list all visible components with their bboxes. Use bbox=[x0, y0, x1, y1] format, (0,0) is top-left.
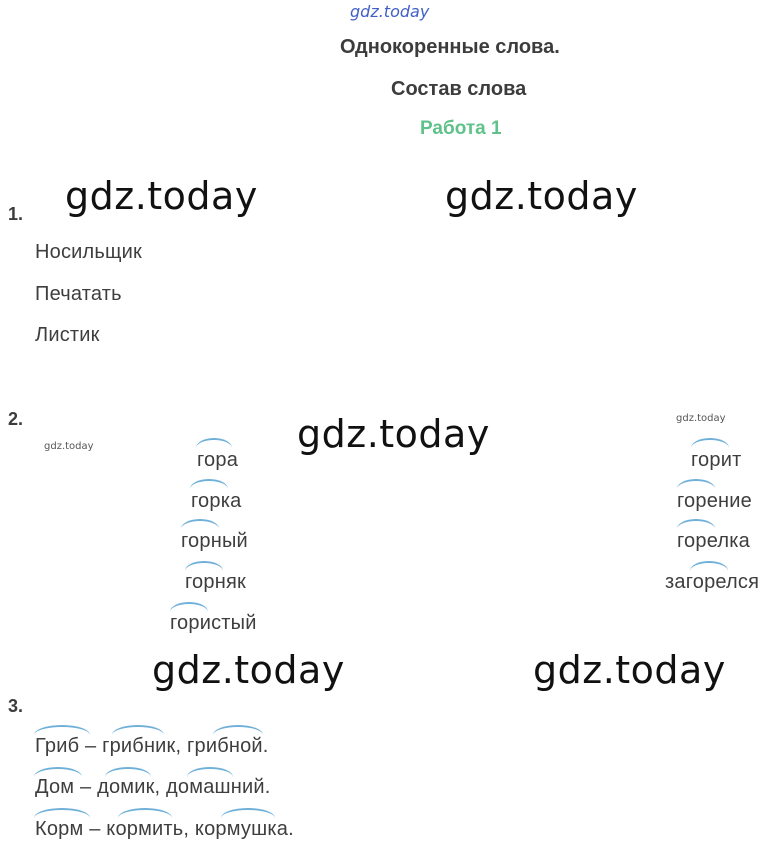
watermark-top: gdz.today bbox=[350, 2, 430, 21]
task-3-line-2: Дом – домик, домашний. bbox=[35, 776, 271, 798]
task-3-line-1: Гриб – грибник, грибной. bbox=[35, 735, 269, 757]
task-2-right-word-4: загорелся bbox=[665, 571, 760, 593]
task-2-right-word-2: горение bbox=[677, 490, 752, 512]
watermark-4: gdz.today bbox=[152, 648, 345, 692]
task-3-number: 3. bbox=[8, 696, 24, 716]
watermark-1: gdz.today bbox=[65, 174, 258, 218]
watermark-small-left: gdz.today bbox=[44, 441, 94, 452]
root-arc bbox=[34, 725, 90, 735]
root-arc bbox=[118, 808, 172, 818]
root-arc bbox=[677, 519, 715, 529]
task-2-left-word-5: гористый bbox=[170, 612, 257, 634]
root-arc bbox=[181, 519, 219, 529]
page-subtitle: Состав слова bbox=[391, 78, 527, 100]
watermark-5: gdz.today bbox=[533, 648, 726, 692]
watermark-2: gdz.today bbox=[445, 174, 638, 218]
task-2-right-word-1: горит bbox=[691, 449, 742, 471]
root-arc bbox=[190, 479, 228, 489]
task-2-left-word-4: горняк bbox=[185, 571, 246, 593]
root-arc bbox=[221, 808, 275, 818]
task-2-left-word-2: горка bbox=[191, 490, 242, 512]
task-2-number: 2. bbox=[8, 409, 24, 429]
root-arc bbox=[185, 561, 223, 571]
root-arc bbox=[112, 725, 164, 735]
work-label: Работа 1 bbox=[420, 118, 502, 139]
task-1-word-1: Носильщик bbox=[35, 241, 143, 263]
root-arc bbox=[690, 561, 728, 571]
task-1-word-2: Печатать bbox=[35, 283, 122, 305]
task-1-number: 1. bbox=[8, 204, 24, 224]
root-arc bbox=[213, 725, 263, 735]
task-2-left-word-1: гора bbox=[197, 449, 239, 471]
task-2-left-word-3: горный bbox=[181, 530, 248, 552]
watermark-3: gdz.today bbox=[297, 412, 490, 456]
root-arc bbox=[691, 438, 729, 448]
page-title: Однокоренные слова. bbox=[340, 36, 560, 58]
task-3-line-3: Корм – кормить, кормушка. bbox=[35, 818, 294, 840]
root-arc bbox=[196, 438, 232, 448]
root-arc bbox=[677, 479, 715, 489]
root-arc bbox=[170, 602, 208, 612]
task-1-word-3: Листик bbox=[35, 324, 100, 346]
watermark-small-right: gdz.today bbox=[676, 413, 726, 424]
task-2-right-word-3: горелка bbox=[677, 530, 750, 552]
root-arc bbox=[34, 808, 90, 818]
